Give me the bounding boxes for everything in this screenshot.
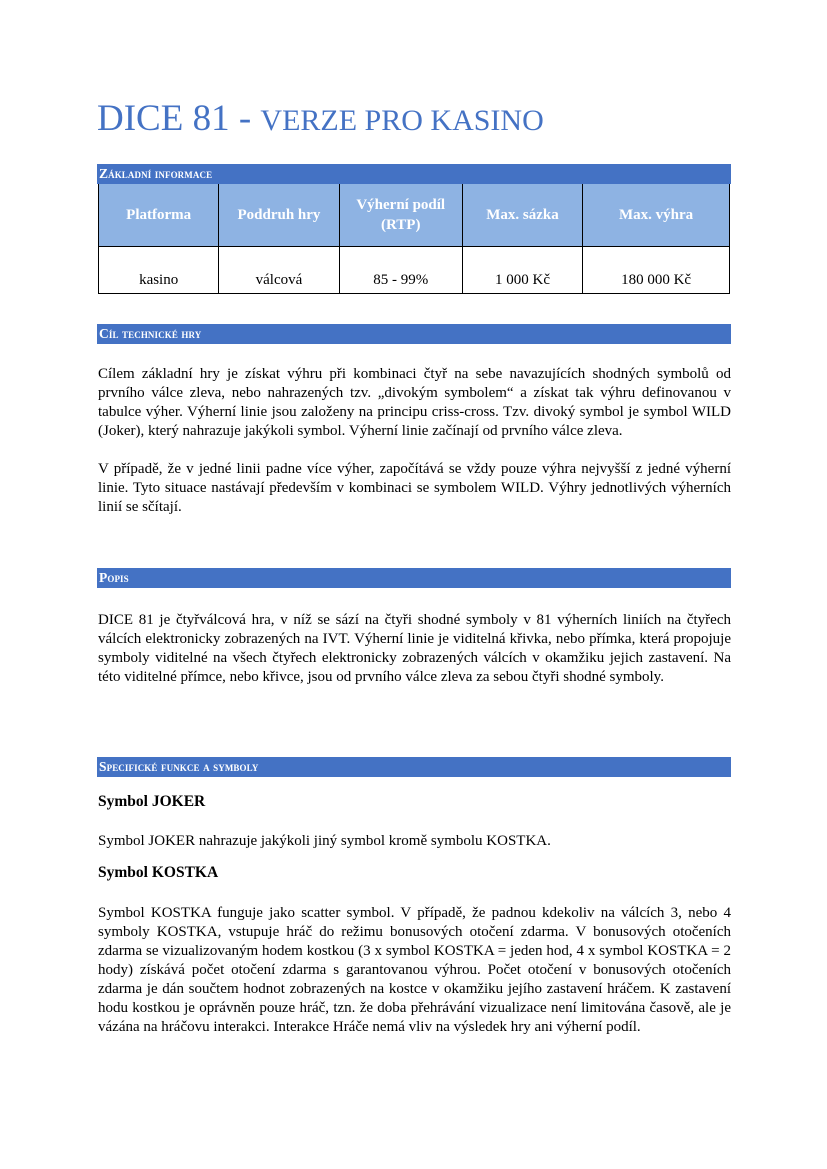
basic-info-table [98,184,730,294]
description-paragraph: DICE 81 je čtyřválcová hra, v níž se sází na čtyři shodné symboly v 81 výherních liniích na čtyřech válcích elektronicky zobrazených na IVT. Výherní linie je viditelná křivka, nebo přímka, která propojuje symboly viditelné na všech čtyřech elektronicky zobrazených válcích v okamžiku jejich zastavení. Na této viditelné přímce, nebo křivce, jsou od prvního válce zleva za sebou čtyři shodné symboly. [98,612,731,685]
column-header-platform: Platforma [99,184,219,247]
column-header-rtp: Výherní podíl (RTP) [339,184,462,247]
cell-platform: kasino [99,247,219,294]
title-main: DICE 81 - [97,98,261,139]
section-heading-features: Specifické funkce a symboly [97,757,731,777]
goal-paragraph-2: V případě, že v jedné linii padne více výher, započítává se vždy pouze výhra nejvyšší z jedné výherní linie. Tyto situace nastávají především v kombinaci se symbolem WILD. Výhry jednotlivých výherních linií se sčítají. [98,461,731,515]
joker-heading: Symbol JOKER [98,793,206,810]
table-header-row [99,184,730,247]
document-title [97,100,544,137]
column-header-max-win: Max. výhra [583,184,730,247]
column-header-max-bet: Max. sázka [462,184,582,247]
cell-max-bet: 1 000 Kč [462,247,582,294]
cell-subtype: válcová [219,247,339,294]
goal-paragraph-1: Cílem základní hry je získat výhru při kombinaci čtyř na sebe navazujících shodných symbolů od prvního válce zleva, nebo nahrazených tzv. „divokým symbolem“ a získat tak výhru definovanou v tabulce výher. Výherní linie jsou založeny na principu criss-cross. Tzv. divoký symbol je symbol WILD (Joker), který nahrazuje jakýkoli symbol. Výherní linie začínají od prvního válce zleva. [98,366,731,439]
section-heading-description: Popis [97,568,731,588]
title-subtitle: VERZE PRO KASINO [260,104,544,137]
kostka-paragraph: Symbol KOSTKA funguje jako scatter symbol. V případě, že padnou kdekoliv na válcích 3, nebo 4 symboly KOSTKA, vstupuje hráč do režimu bonusových otočení zdarma. V bonusových otočeních zdarma se vizualizovaným hodem kostkou (3 x symbol KOSTKA = jeden hod, 4 x symbol KOSTKA = 2 hody) získává počet otočení zdarma s garantovanou výhrou. Počet otočení v bonusových otočeních zdarma je dán součtem hodnot zobrazených na kostce v okamžiku jejího zastavení hráčem. K zastavení hodu kostkou je oprávněn pouze hráč, tzn. že doba přehrávání vizualizace není limitována časově, ale je vázána na hráčovu interakci. Interakce Hráče nemá vliv na výsledek hry ani výherní podíl. [98,905,731,1035]
joker-paragraph: Symbol JOKER nahrazuje jakýkoli jiný symbol kromě symbolu KOSTKA. [98,833,551,849]
cell-max-win: 180 000 Kč [583,247,730,294]
table-row [99,247,730,294]
section-heading-basic-info: Základní informace [97,164,731,184]
section-heading-goal: Cíl technické hry [97,324,731,344]
kostka-heading: Symbol KOSTKA [98,864,219,881]
column-header-subtype: Poddruh hry [219,184,339,247]
cell-rtp: 85 - 99% [339,247,462,294]
